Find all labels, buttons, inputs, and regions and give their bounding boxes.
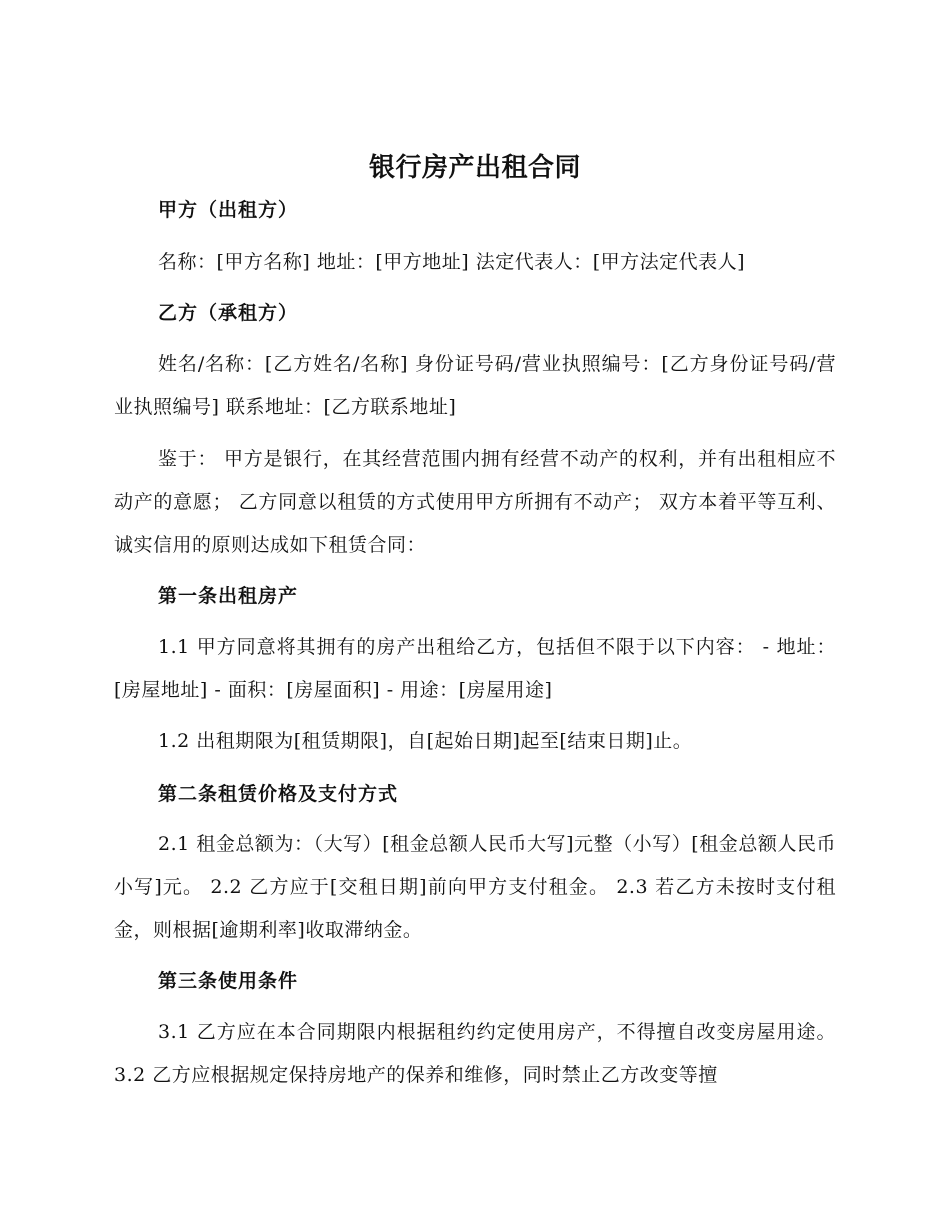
preamble-paragraph: 鉴于： 甲方是银行，在其经营范围内拥有经营不动产的权利，并有出租相应不动产的意愿； 乙方同意以租赁的方式使用甲方所拥有不动产； 双方本着平等互利、诚实信用的原则达成如下租赁合同：: [114, 448, 836, 556]
document-title: 银行房产出租合同: [368, 153, 581, 183]
article-3-clauses: 3.1 乙方应在本合同期限内根据租约约定使用房产，不得擅自改变房屋用途。 3.2 乙方应根据规定保持房地产的保养和维修，同时禁止乙方改变等擅: [114, 1021, 836, 1086]
article-1-heading: 第一条出租房产: [158, 585, 299, 607]
party-a-heading: 甲方（出租方）: [158, 199, 299, 221]
party-b-details: 姓名/名称：[乙方姓名/名称] 身份证号码/营业执照编号：[乙方身份证号码/营业执照编号] 联系地址：[乙方联系地址]: [114, 353, 836, 418]
party-b-heading: 乙方（承租方）: [158, 302, 299, 324]
article-2-clauses: 2.1 租金总额为：（大写）[租金总额人民币大写]元整（小写）[租金总额人民币小写]元。 2.2 乙方应于[交租日期]前向甲方支付租金。 2.3 若乙方未按时支付租金，则根据[逾期利率]收取滞纳金。: [114, 833, 836, 941]
clause-1-1: 1.1 甲方同意将其拥有的房产出租给乙方，包括但不限于以下内容： - 地址：[房屋地址] - 面积：[房屋面积] - 用途：[房屋用途]: [114, 636, 836, 701]
party-a-details: 名称：[甲方名称] 地址：[甲方地址] 法定代表人：[甲方法定代表人]: [158, 251, 746, 273]
article-3-heading: 第三条使用条件: [158, 970, 299, 992]
article-2-heading: 第二条租赁价格及支付方式: [158, 783, 399, 805]
clause-1-2: 1.2 出租期限为[租赁期限]，自[起始日期]起至[结束日期]止。: [158, 730, 693, 752]
